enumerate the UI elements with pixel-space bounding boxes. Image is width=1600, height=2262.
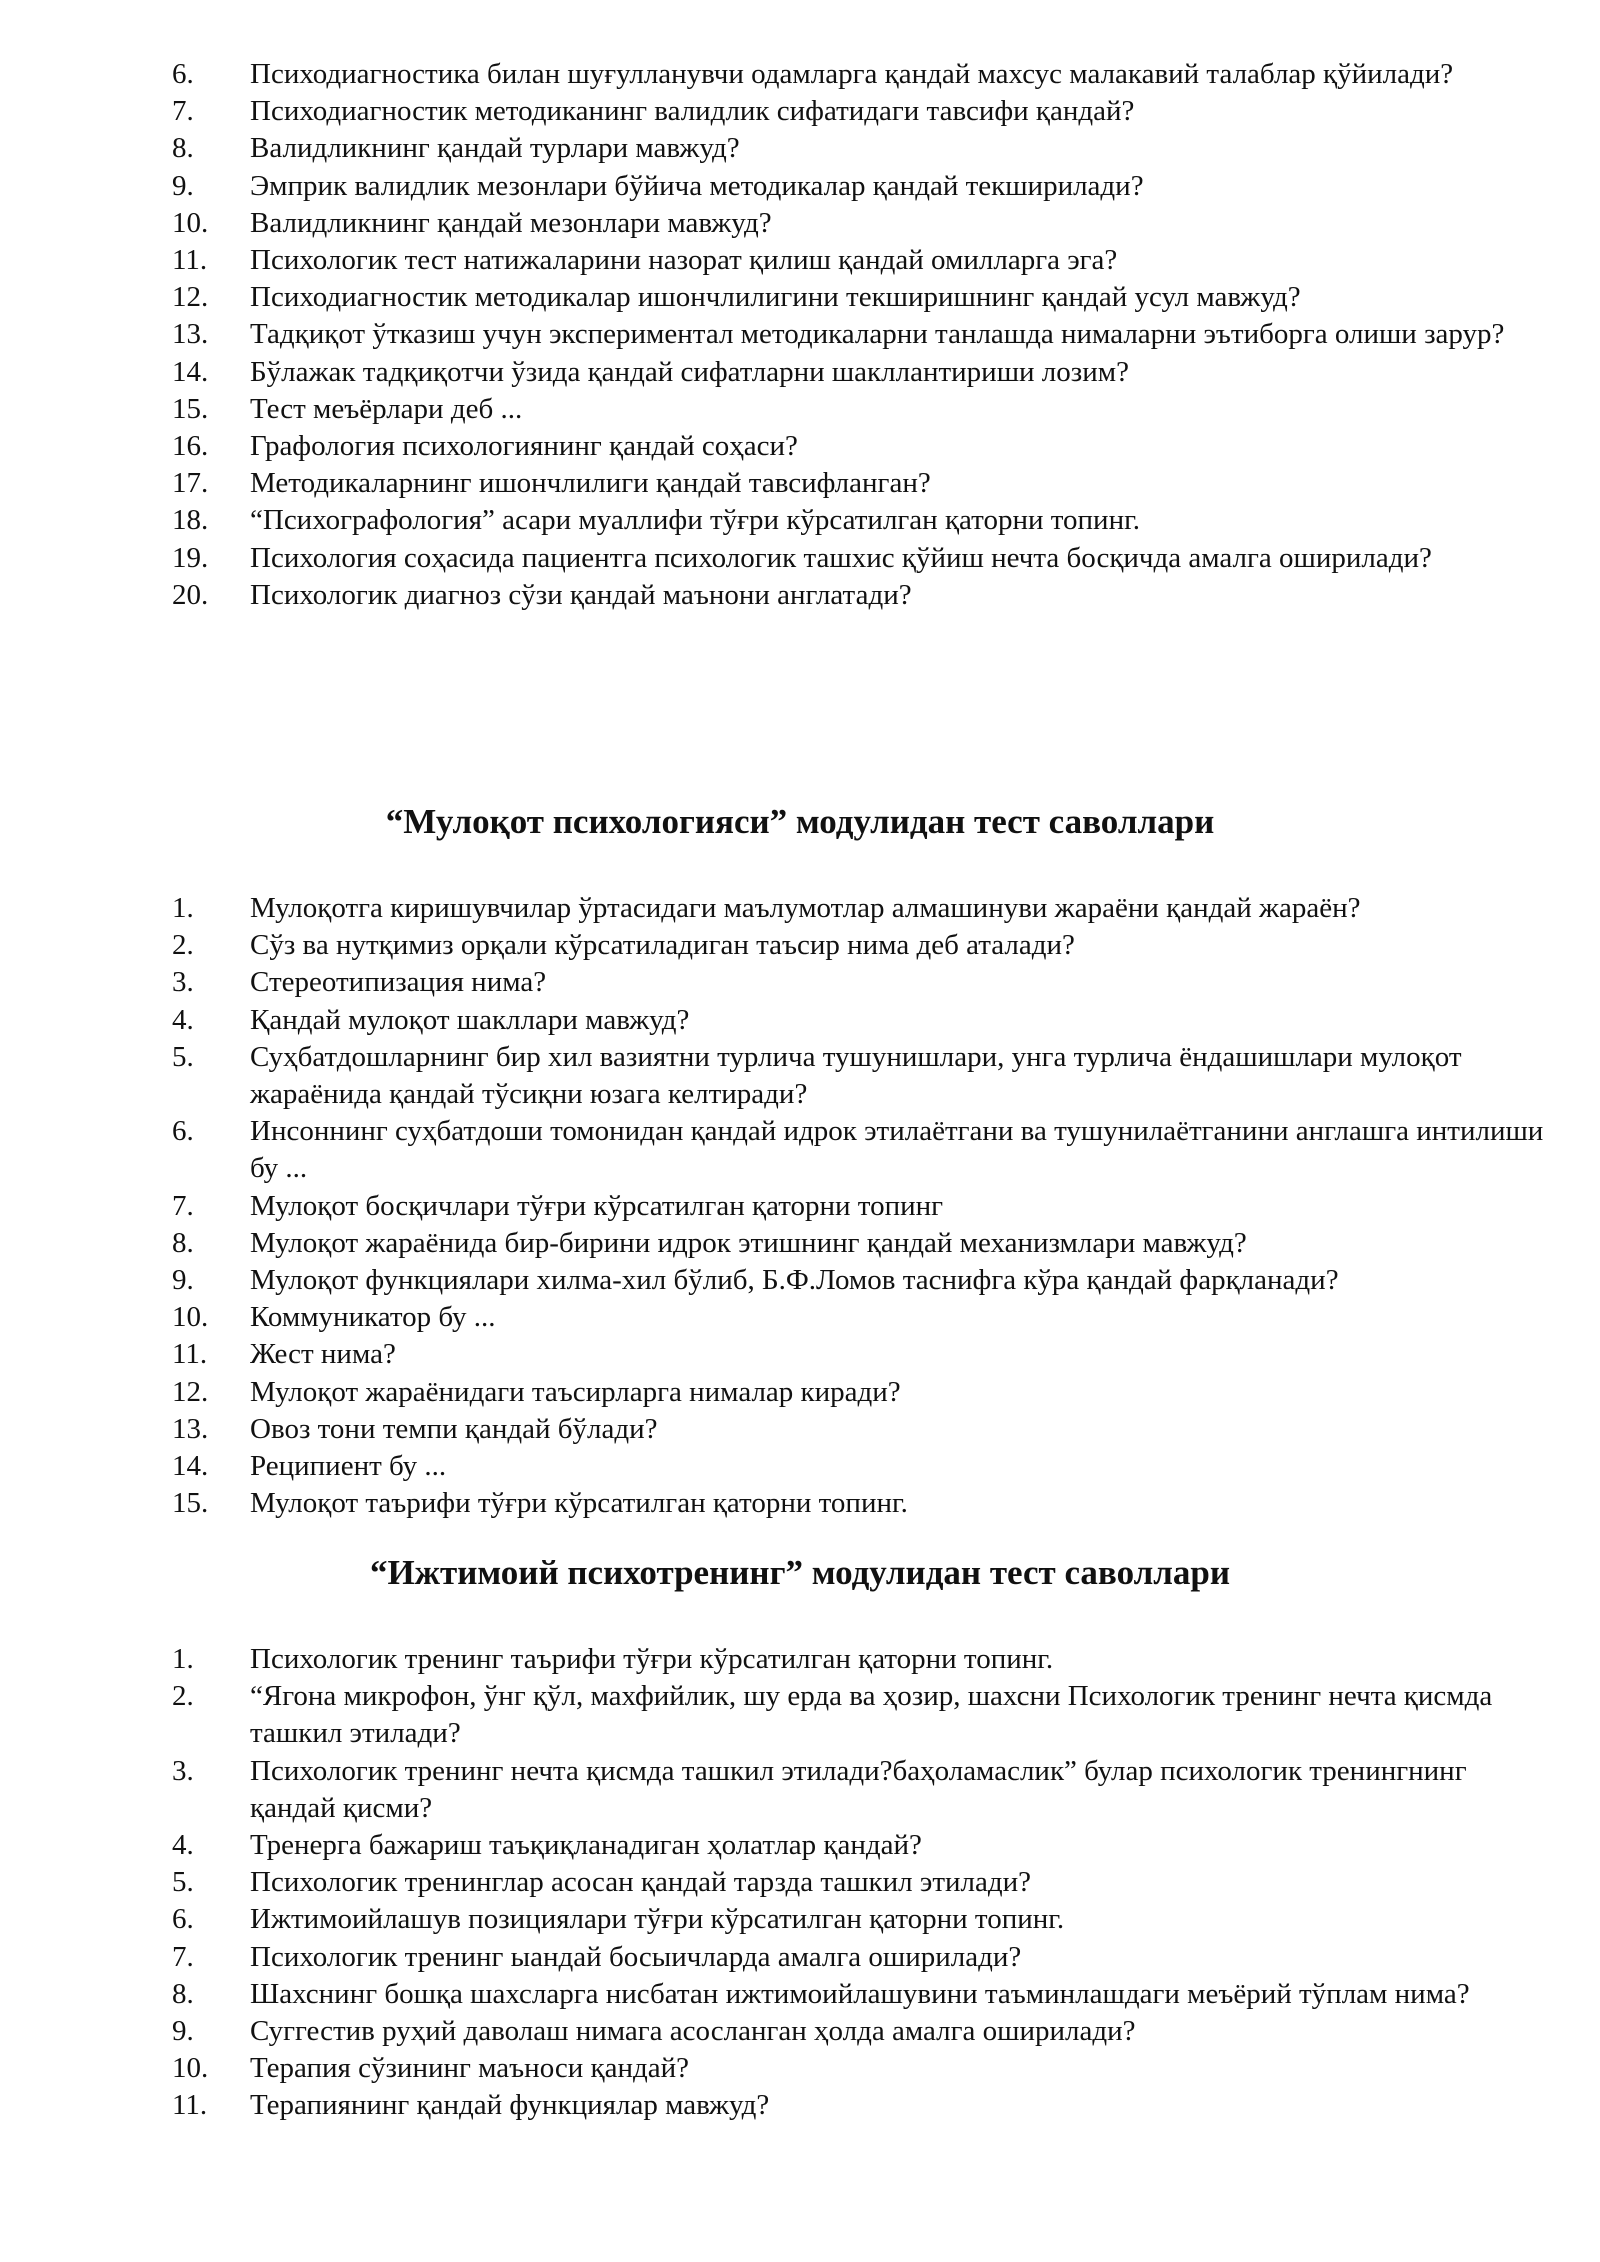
question-text: Психологик тренинглар асосан қандай тарзда ташкил этилади? — [250, 1866, 1032, 1899]
question-item — [0, 279, 1550, 316]
question-text: Суггестив руҳий даволаш нимага асосланган ҳолда амалга оширилади? — [250, 2015, 1136, 2048]
question-text: Стереотипизация нима? — [250, 966, 547, 999]
question-number: 8. — [172, 132, 194, 165]
question-item — [0, 1225, 1550, 1262]
question-list — [0, 56, 1600, 614]
question-number: 12. — [172, 1375, 209, 1408]
question-item — [0, 242, 1550, 279]
question-number: 10. — [172, 2052, 209, 2085]
question-number: 17. — [172, 467, 209, 500]
question-item — [0, 130, 1550, 167]
question-item — [0, 391, 1550, 428]
question-item — [0, 168, 1550, 205]
question-item — [0, 1448, 1550, 1485]
question-text: Мулоқот таърифи тўғри кўрсатилган қаторни топинг. — [250, 1487, 908, 1520]
question-number: 12. — [172, 281, 209, 314]
question-text: Суҳбатдошларнинг бир хил вазиятни турлича тушунишлари, унга турлича ёндашишлари мулоқот жараёнида қандай тўсиқни юзага келтиради? — [250, 1040, 1462, 1111]
section-heading: “Мулоқот психологияси” модулидан тест саволлари — [385, 802, 1215, 841]
question-number: 8. — [172, 1977, 194, 2010]
question-item — [0, 1262, 1550, 1299]
question-item — [0, 1864, 1550, 1901]
question-text: Жест нима? — [250, 1338, 396, 1371]
question-number: 4. — [172, 1829, 194, 1862]
question-item — [0, 502, 1550, 539]
question-text: Валидликнинг қандай турлари мавжуд? — [250, 132, 740, 165]
question-section-social-psychotraining — [0, 1551, 1600, 2125]
question-text: Психологик тренинг нечта қисмда ташкил этилади?баҳоламаслик” булар психологик тренингнинг қандай қисми? — [250, 1754, 1467, 1824]
question-number: 4. — [172, 1003, 194, 1036]
question-item — [0, 93, 1550, 130]
question-number: 13. — [172, 1412, 209, 1445]
question-text: Коммуникатор бу ... — [250, 1301, 496, 1334]
question-item — [0, 1939, 1550, 1976]
question-text: Инсоннинг суҳбатдоши томонидан қандай идрок этилаётгани ва тушунилаётганини англашга интилиши бу ... — [250, 1115, 1544, 1185]
question-text: Мулоқотга киришувчилар ўртасидаги маълумотлар алмашинуви жараёни қандай жараён? — [250, 892, 1361, 924]
question-number: 6. — [172, 58, 194, 90]
question-item — [0, 1753, 1550, 1827]
question-number: 11. — [172, 2089, 208, 2122]
question-text: Психодиагностик методикалар ишончлилигини текширишнинг қандай усул мавжуд? — [250, 281, 1301, 314]
question-number: 9. — [172, 169, 194, 202]
question-item — [0, 354, 1550, 391]
question-item — [0, 316, 1550, 353]
question-text: Сўз ва нутқимиз орқали кўрсатиладиган таъсир нима деб аталади? — [250, 929, 1075, 962]
question-text: Психологик тест натижаларини назорат қилиш қандай омилларга эга? — [250, 244, 1118, 277]
question-item — [0, 1411, 1550, 1448]
question-text: Реципиент бу ... — [250, 1450, 447, 1483]
question-text: Мулоқот жараёнидаги таъсирларга нималар киради? — [250, 1375, 901, 1408]
question-text: Мулоқот жараёнида бир-бирини идрок этишнинг қандай механизмлари мавжуд? — [250, 1226, 1247, 1259]
question-number: 6. — [172, 1903, 194, 1936]
question-item — [0, 1188, 1550, 1225]
question-text: Шахснинг бошқа шахсларга нисбатан ижтимоийлашувини таъминлашдаги меъёрий тўплам нима? — [250, 1977, 1470, 2010]
question-number: 3. — [172, 1754, 194, 1787]
question-text: Валидликнинг қандай мезонлари мавжуд? — [250, 206, 772, 239]
question-item — [0, 577, 1550, 614]
question-item — [0, 1113, 1550, 1187]
question-text: Мулоқот функциялари хилма-хил бўлиб, Б.Ф.Ломов таснифга кўра қандай фарқланади? — [250, 1264, 1339, 1297]
question-text: Психология соҳасида пациентга психологик ташхис қўйиш нечта босқичда амалга оширилади? — [250, 541, 1432, 574]
question-text: Графология психологиянинг қандай соҳаси? — [250, 430, 798, 463]
question-list — [0, 890, 1600, 1522]
question-text: Психодиагностик методиканинг валидлик сифатидаги тавсифи қандай? — [250, 95, 1135, 128]
question-text: Методикаларнинг ишончлилиги қандай тавсифланган? — [250, 467, 931, 500]
question-item — [0, 1299, 1550, 1336]
question-item — [0, 465, 1550, 502]
question-text: Мулоқот босқичлари тўғри кўрсатилган қаторни топинг — [250, 1189, 944, 1222]
question-number: 6. — [172, 1115, 194, 1148]
question-section-psychodiagnostics — [0, 56, 1600, 614]
question-number: 11. — [172, 1338, 208, 1371]
question-number: 18. — [172, 504, 209, 537]
question-text: Овоз тони темпи қандай бўлади? — [250, 1412, 658, 1445]
question-text: Психологик диагноз сўзи қандай маънони англатади? — [250, 578, 912, 611]
question-item — [0, 1901, 1550, 1938]
question-number: 7. — [172, 1189, 194, 1222]
question-number: 14. — [172, 355, 209, 388]
question-number: 2. — [172, 1680, 194, 1713]
question-number: 13. — [172, 318, 209, 351]
question-text: Терапия сўзининг маъноси қандай? — [250, 2052, 690, 2085]
question-number: 9. — [172, 2015, 194, 2048]
question-number: 15. — [172, 392, 209, 425]
question-item — [0, 1002, 1550, 1039]
question-text: “Ягона микрофон, ўнг қўл, махфийлик, шу ерда ва ҳозир, шахсни Психологик тренинг нечта қисмда ташкил этилади? — [250, 1680, 1493, 1750]
question-number: 15. — [172, 1487, 209, 1520]
question-number: 19. — [172, 541, 209, 574]
question-number: 3. — [172, 966, 194, 999]
question-item — [0, 1039, 1550, 1113]
question-number: 10. — [172, 206, 209, 239]
question-text: Терапиянинг қандай функциялар мавжуд? — [250, 2089, 770, 2122]
question-number: 20. — [172, 578, 209, 611]
question-item — [0, 1374, 1550, 1411]
question-item — [0, 927, 1550, 964]
question-text: Ижтимоийлашув позициялари тўғри кўрсатилган қаторни топинг. — [250, 1903, 1065, 1936]
question-number: 2. — [172, 929, 194, 962]
question-item — [0, 890, 1550, 927]
question-text: Тренерга бажариш таъқиқланадиган ҳолатлар қандай? — [250, 1829, 922, 1862]
question-section-communication-psychology — [0, 800, 1600, 1522]
question-text: Бўлажак тадқиқотчи ўзида қандай сифатларни шакллантириши лозим? — [250, 355, 1129, 388]
question-number: 5. — [172, 1040, 194, 1073]
question-text: Психологик тренинг ыандай босыичларда амалга оширилади? — [250, 1940, 1022, 1973]
question-text: Психологик тренинг таърифи тўғри кўрсатилган қаторни топинг. — [250, 1643, 1054, 1675]
question-text: Қандай мулоқот шакллари мавжуд? — [250, 1003, 690, 1036]
question-number: 7. — [172, 1940, 194, 1973]
question-number: 11. — [172, 244, 208, 277]
question-text: Психодиагностика билан шуғулланувчи одамларга қандай махсус малакавий талаблар қўйилади? — [250, 58, 1454, 90]
question-item — [0, 2087, 1550, 2124]
question-text: Тест меъёрлари деб ... — [250, 392, 523, 425]
question-item — [0, 964, 1550, 1001]
question-item — [0, 1485, 1550, 1522]
question-item — [0, 1336, 1550, 1373]
question-item — [0, 1827, 1550, 1864]
question-item — [0, 56, 1550, 93]
question-number: 5. — [172, 1866, 194, 1899]
question-item — [0, 205, 1550, 242]
question-text: Тадқиқот ўтказиш учун экспериментал методикаларни танлашда нималарни эътиборга олиши зарур? — [250, 318, 1505, 351]
question-number: 10. — [172, 1301, 209, 1334]
section-heading: “Ижтимоий психотренинг” модулидан тест саволлари — [369, 1553, 1231, 1592]
question-item — [0, 428, 1550, 465]
question-number: 1. — [172, 892, 194, 924]
question-number: 8. — [172, 1226, 194, 1259]
question-text: “Психографология” асари муаллифи тўғри кўрсатилган қаторни топинг. — [250, 504, 1140, 537]
question-list — [0, 1641, 1600, 2125]
question-item — [0, 2013, 1550, 2050]
question-item — [0, 1678, 1550, 1752]
question-number: 14. — [172, 1450, 209, 1483]
question-number: 9. — [172, 1264, 194, 1297]
question-text: Эмприк валидлик мезонлари бўйича методикалар қандай текширилади? — [250, 169, 1144, 202]
question-item — [0, 1641, 1550, 1678]
question-number: 16. — [172, 430, 209, 463]
question-item — [0, 540, 1550, 577]
question-number: 1. — [172, 1643, 194, 1675]
question-item — [0, 1976, 1550, 2013]
question-item — [0, 2050, 1550, 2087]
question-number: 7. — [172, 95, 194, 128]
